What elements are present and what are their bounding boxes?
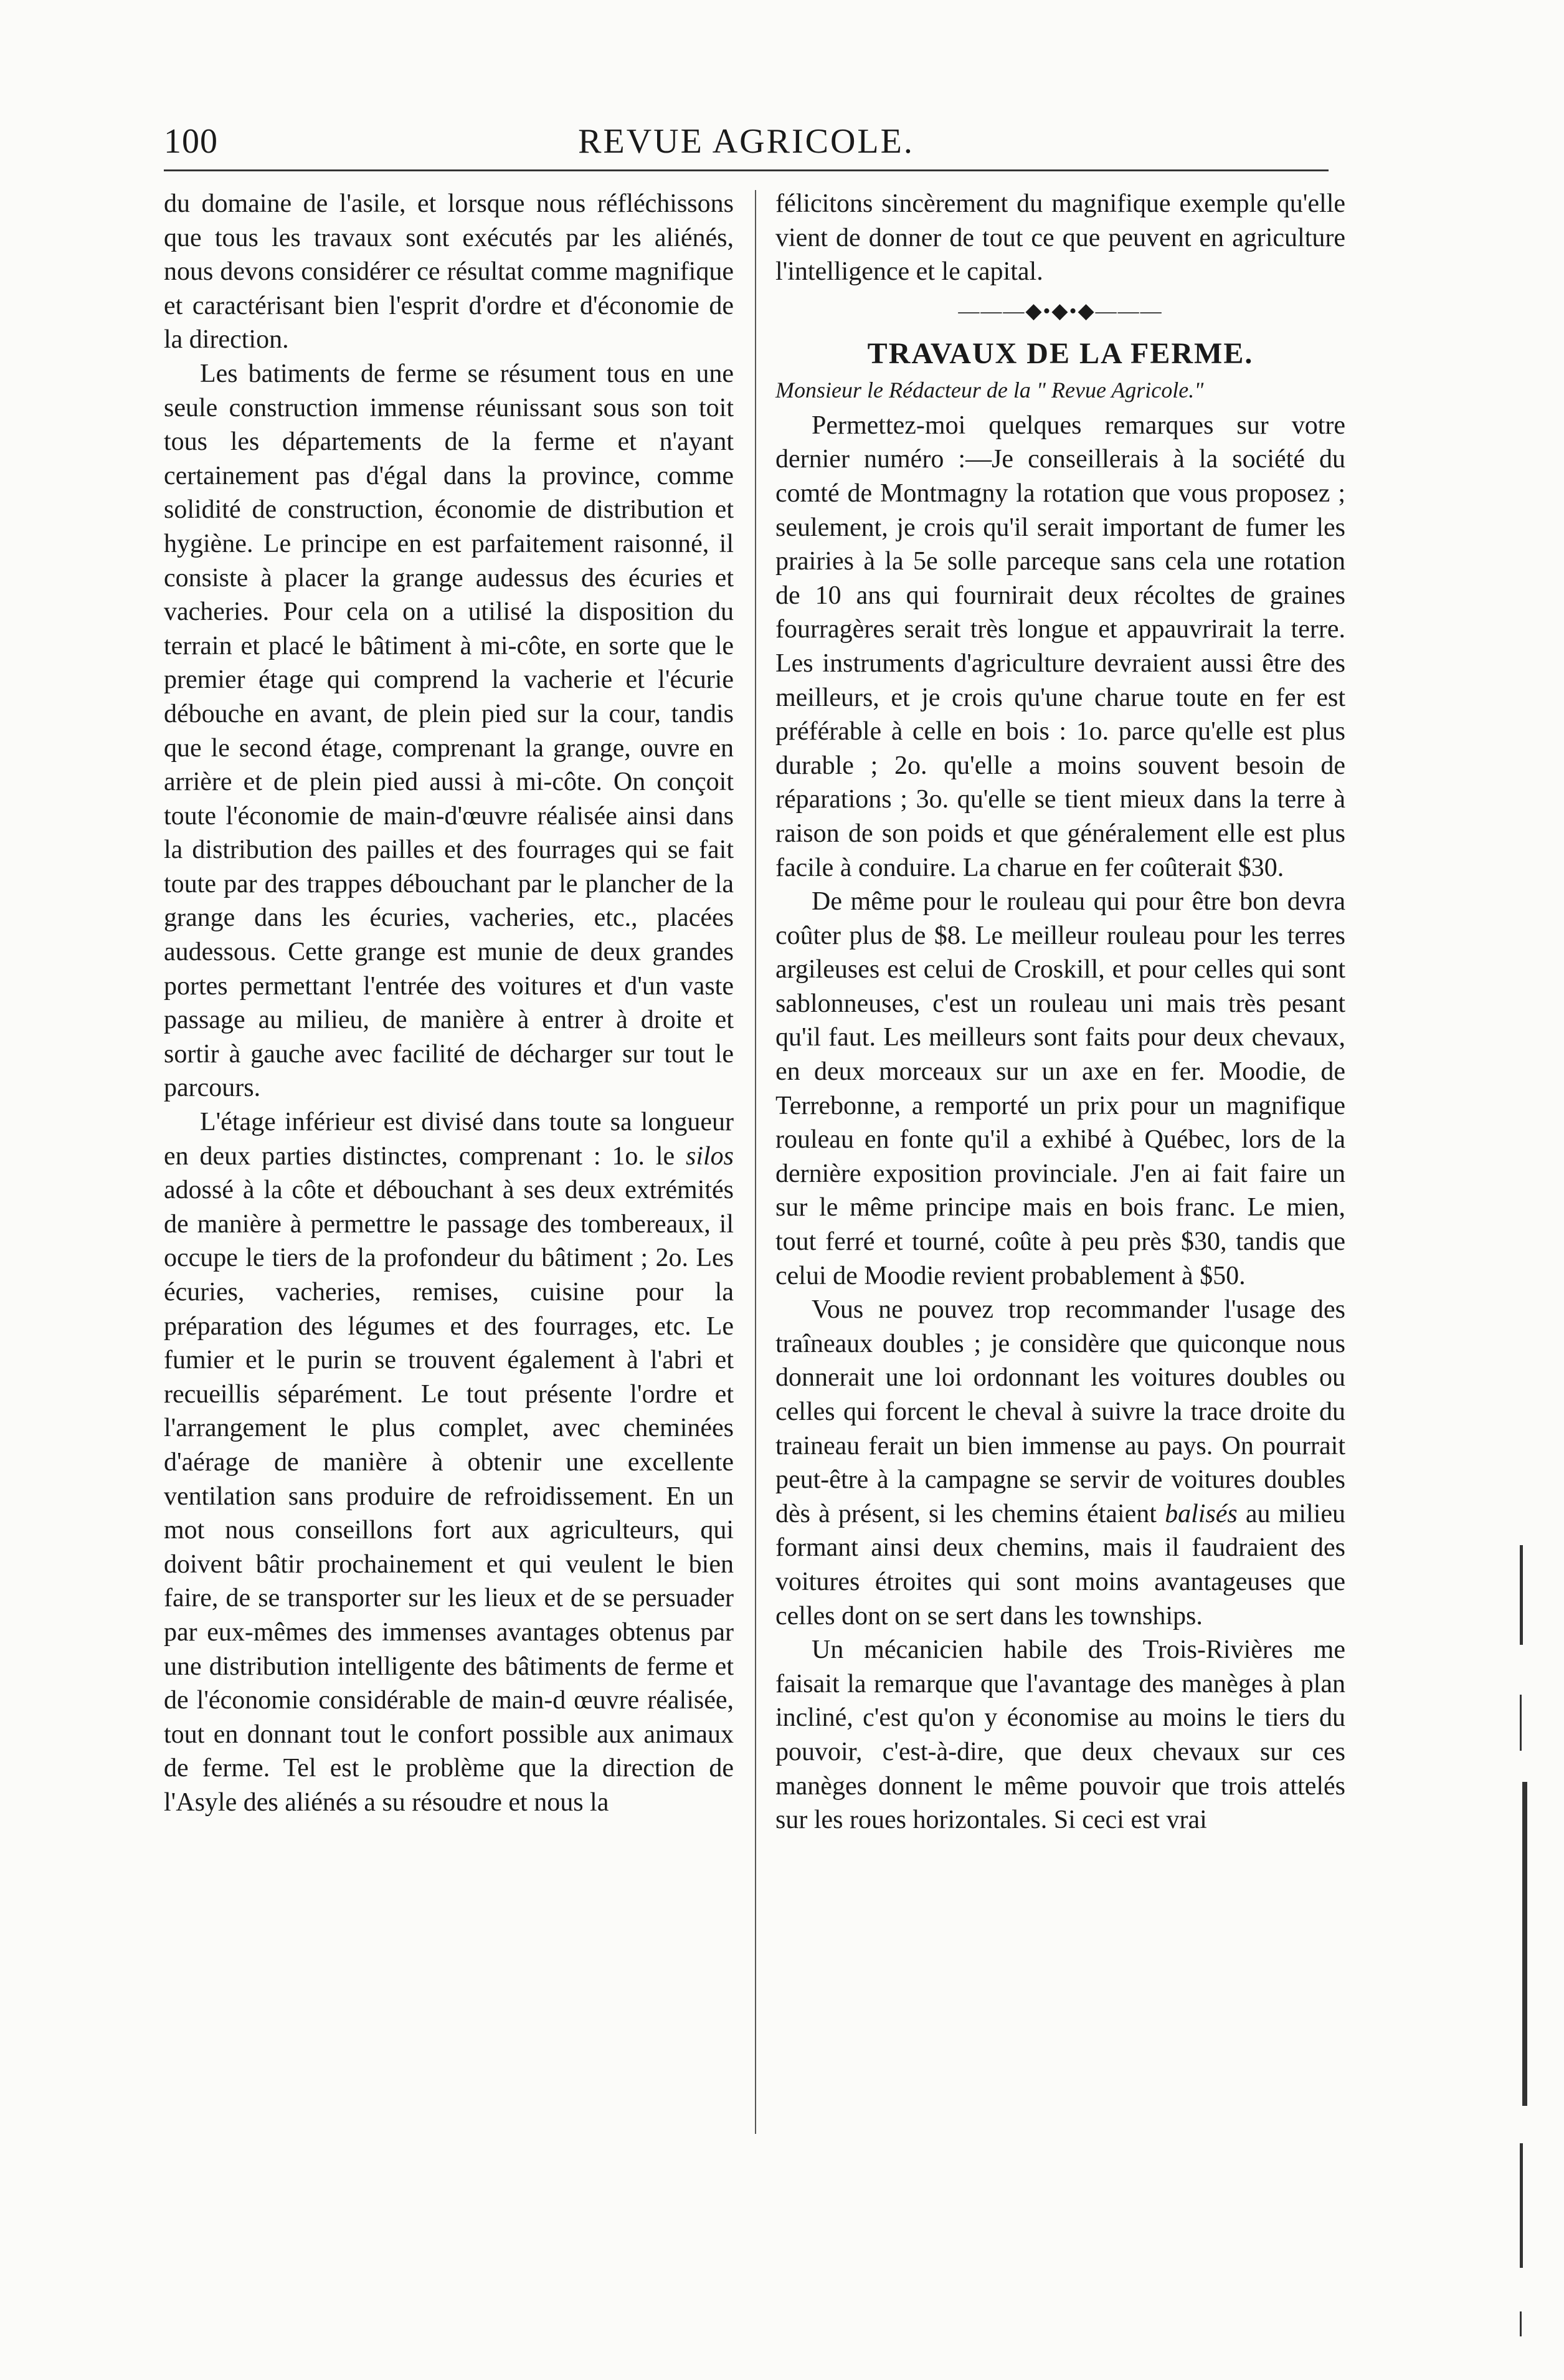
paragraph: [775, 1293, 1345, 1633]
text-run: adossé à la côte et débouchant à ses deux extrémités de manière à permettre le passage des tombereaux, il occupe le tiers de la profondeur du bâtiment ; 2o. Les écuries, vacheries, remises, cuisine pour la préparation des légumes et des fourrages, etc. Le fumier et le purin se trouvent également à l'abri et recueillis séparément. Le tout présente l'ordre et l'arrangement le plus complet, avec cheminées d'aérage de manière à obtenir une excellente ventilation sans produire de refroidissement. En un mot nous conseillons fort aux agriculteurs, qui doivent bâtir prochainement et qui veulent le bien faire, de se transporter sur les lieux et de se persuader par eux-mêmes des immenses avantages obtenus par une distribution intelligente des bâtiments de ferme et de l'économie considérable de main-d œuvre réalisée, tout en donnant tout le confort possible aux animaux de ferme. Tel est le problème que la direction de l'Asyle des aliénés a su résoudre et nous la: [164, 1176, 734, 1817]
scan-mark: [1522, 1782, 1527, 2106]
column-divider: [755, 190, 756, 2134]
paragraph: du domaine de l'asile, et lorsque nous réfléchissons que tous les travaux sont exécutés par les aliénés, nous devons considérer ce résultat comme magnifique et caractérisant bien l'esprit d'ordre et d'économie de la direction.: [164, 189, 734, 355]
paragraph: Les batiments de ferme se résument tous en une seule construction immense réunissant sous son toit tous les départements de la ferme et n'ayant certainement pas d'égal dans la province, comme solidité de construction, économie de distribution et hygiène. Le principe en est parfaitement raisonné, il consiste à placer la grange audessus des écuries et vacheries. Pour cela on a utilisé la disposition du terrain et placé le bâtiment à mi-côte, en sorte que le premier étage qui comprend la vacherie et l'écurie débouche en avant, de plein pied sur la cour, tandis que le second étage, comprenant la grange, ouvre en arrière et de plein pied aussi à mi-côte. On conçoit toute l'économie de main-d'œuvre réalisée ainsi dans la distribution des pailles et des fourrages qui se fait toute par des trappes débouchant par le plancher de la grange dans les écuries, vacheries, etc., placées audessous. Cette grange est munie de deux grandes portes permettant l'entrée des voitures et d'un vaste passage au milieu, de manière à entrer à droite et sortir à gauche avec facilité de décharger sur tout le parcours.: [164, 359, 734, 1103]
scan-mark: [1520, 1545, 1523, 1645]
binding-margin-marks: [1520, 1545, 1538, 2374]
running-title: REVUE AGRICOLE.: [578, 122, 914, 161]
paragraph: Permettez-moi quelques remarques sur votre dernier numéro :—Je conseillerais à la société du comté de Montmagny la rotation que vous proposez ; seulement, je crois qu'il serait important de fumer les prairies à la 5e solle parceque sans cela une rotation de 10 ans qui fournirait deux récoltes de graines fourragères serait très longue et appauvrirait la terre. Les instruments d'agriculture devraient aussi être des meilleurs, et je crois qu'une charue toute en fer est préférable à celle en bois : 1o. parce qu'elle est plus durable ; 2o. qu'elle a moins souvent besoin de réparations ; 3o. qu'elle se tient mieux dans la terre à raison de son poids et que généralement elle est plus facile à conduire. La charue en fer coûterait $30.: [775, 411, 1345, 882]
left-column: [164, 187, 734, 1820]
text-run: au milieu formant ainsi deux chemins, mais il faudraient des voitures étroites qui sont moins avantageuses que celles dont on se sert dans les townships.: [775, 1499, 1345, 1630]
scan-mark: [1520, 2311, 1522, 2336]
italic-term: silos: [685, 1141, 734, 1171]
paragraph: Un mécanicien habile des Trois-Rivières me faisait la remarque que l'avantage des manèges à plan incliné, c'est qu'on y économise au moins le tiers du pouvoir, c'est-à-dire, que deux chevaux sur ces manèges donnent le même pouvoir que trois attelés sur les roues horizontales. Si ceci est vrai: [775, 1635, 1345, 1835]
text-run: Vous ne pouvez trop recommander l'usage des traîneaux doubles ; je considère que quiconque nous donnerait une loi ordonnant les voitures doubles ou celles qui forcent le cheval à suivre la trace droite du traineau ferait un bien immense au pays. On pourrait peut-être à la campagne se servir de voitures doubles dès à présent, si les chemins étaient: [775, 1295, 1345, 1528]
italic-term: balisés: [1165, 1499, 1238, 1528]
paragraph: De même pour le rouleau qui pour être bon devra coûter plus de $8. Le meilleur rouleau pour les terres argileuses est celui de Croskill, et pour celles qui sont sablonneuses, c'est un rouleau uni mais très pesant qu'il faut. Les meilleurs sont faits pour deux chevaux, en deux morceaux sur un axe en fer. Moodie, de Terrebonne, a remporté un prix pour un magnifique rouleau en fonte qu'il a exhibé à Québec, lors de la dernière exposition provinciale. J'en ai fait faire un sur le même principe mais en bois franc. Le mien, tout ferré et tourné, coûte à peu près $30, tandis que celui de Moodie revient probablement à $50.: [775, 887, 1345, 1290]
page-header: [164, 121, 1329, 171]
letter-salutation: Monsieur le Rédacteur de la " Revue Agricole.": [775, 377, 1204, 402]
text-run: L'étage inférieur est divisé dans toute sa longueur en deux parties distinctes, comprenant : 1o. le: [164, 1108, 734, 1171]
scan-mark: [1520, 2143, 1523, 2268]
paragraph: [164, 1105, 734, 1819]
header-rule: [164, 169, 1329, 171]
paragraph: félicitons sincèrement du magnifique exemple qu'elle vient de donner de tout ce que peuvent en agriculture l'intelligence et le capital.: [775, 189, 1345, 287]
scan-mark: [1520, 1695, 1522, 1751]
section-ornament: ———◆•◆•◆———: [958, 299, 1163, 323]
right-column: [775, 187, 1345, 1837]
section-title: TRAVAUX DE LA FERME.: [867, 336, 1254, 370]
page-number: 100: [164, 122, 218, 161]
